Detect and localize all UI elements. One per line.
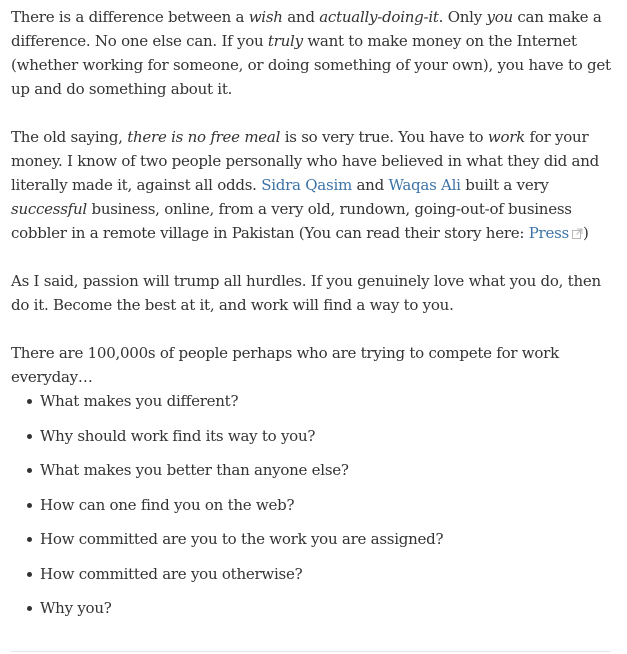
text: There is a difference between a: [11, 8, 249, 26]
list-item: Why should work find its way to you?: [27, 424, 623, 459]
paragraph-passion: As I said, passion will trump all hurdles. If you genuinely love what you do, then do it. Become the best at it, and work will find a way to you.: [11, 272, 601, 314]
text: is so very true. You have to: [280, 128, 488, 146]
list-item: How can one find you on the web?: [27, 493, 623, 528]
paragraph-no-free-meal: [11, 125, 623, 245]
list-item: What makes you better than anyone else?: [27, 458, 623, 493]
list-item: How committed are you otherwise?: [27, 562, 623, 597]
link-waqas-ali[interactable]: Waqas Ali: [388, 176, 461, 194]
text: ): [583, 224, 589, 242]
link-sidra-qasim[interactable]: Sidra Qasim: [261, 176, 352, 194]
external-link-icon: [572, 228, 583, 239]
emphasis-no-free-meal: there is no free meal: [127, 128, 281, 146]
text: The old saying,: [11, 128, 128, 146]
emphasis-truly: truly: [267, 32, 303, 50]
paragraph-wish: [11, 5, 623, 101]
emphasis-you: you: [486, 8, 513, 26]
questions-list: [27, 389, 623, 631]
section-divider: [11, 651, 610, 652]
emphasis-successful: successful: [11, 200, 87, 218]
emphasis-wish: wish: [248, 8, 283, 26]
text: can make a difference. No one else can. If you: [11, 8, 602, 50]
emphasis-actually-doing-it: actually-doing-it: [319, 8, 439, 26]
article-body: [11, 5, 623, 413]
link-press[interactable]: [529, 224, 583, 242]
text: and: [351, 176, 389, 194]
list-item: Why you?: [27, 596, 623, 631]
link-press-label: Press: [528, 224, 570, 242]
emphasis-work: work: [487, 128, 525, 146]
paragraph-competition: There are 100,000s of people perhaps who are trying to compete for work everyday…: [11, 344, 559, 386]
text: business, online, from a very old, rundown, going-out-of business cobbler in a remote village in Pakistan (You can read their story here:: [11, 200, 572, 242]
text: and: [282, 8, 320, 26]
list-item: What makes you different?: [27, 389, 623, 424]
text: want to make money on the Internet (whether working for someone, or doing something of your own), you have to get up and do something about it.: [11, 32, 611, 98]
text: for your money. I know of two people personally who have believed in what they did and literally made it, against all odds.: [11, 128, 599, 194]
text: built a very: [460, 176, 549, 194]
list-item: How committed are you to the work you are assigned?: [27, 527, 623, 562]
text: . Only: [438, 8, 487, 26]
